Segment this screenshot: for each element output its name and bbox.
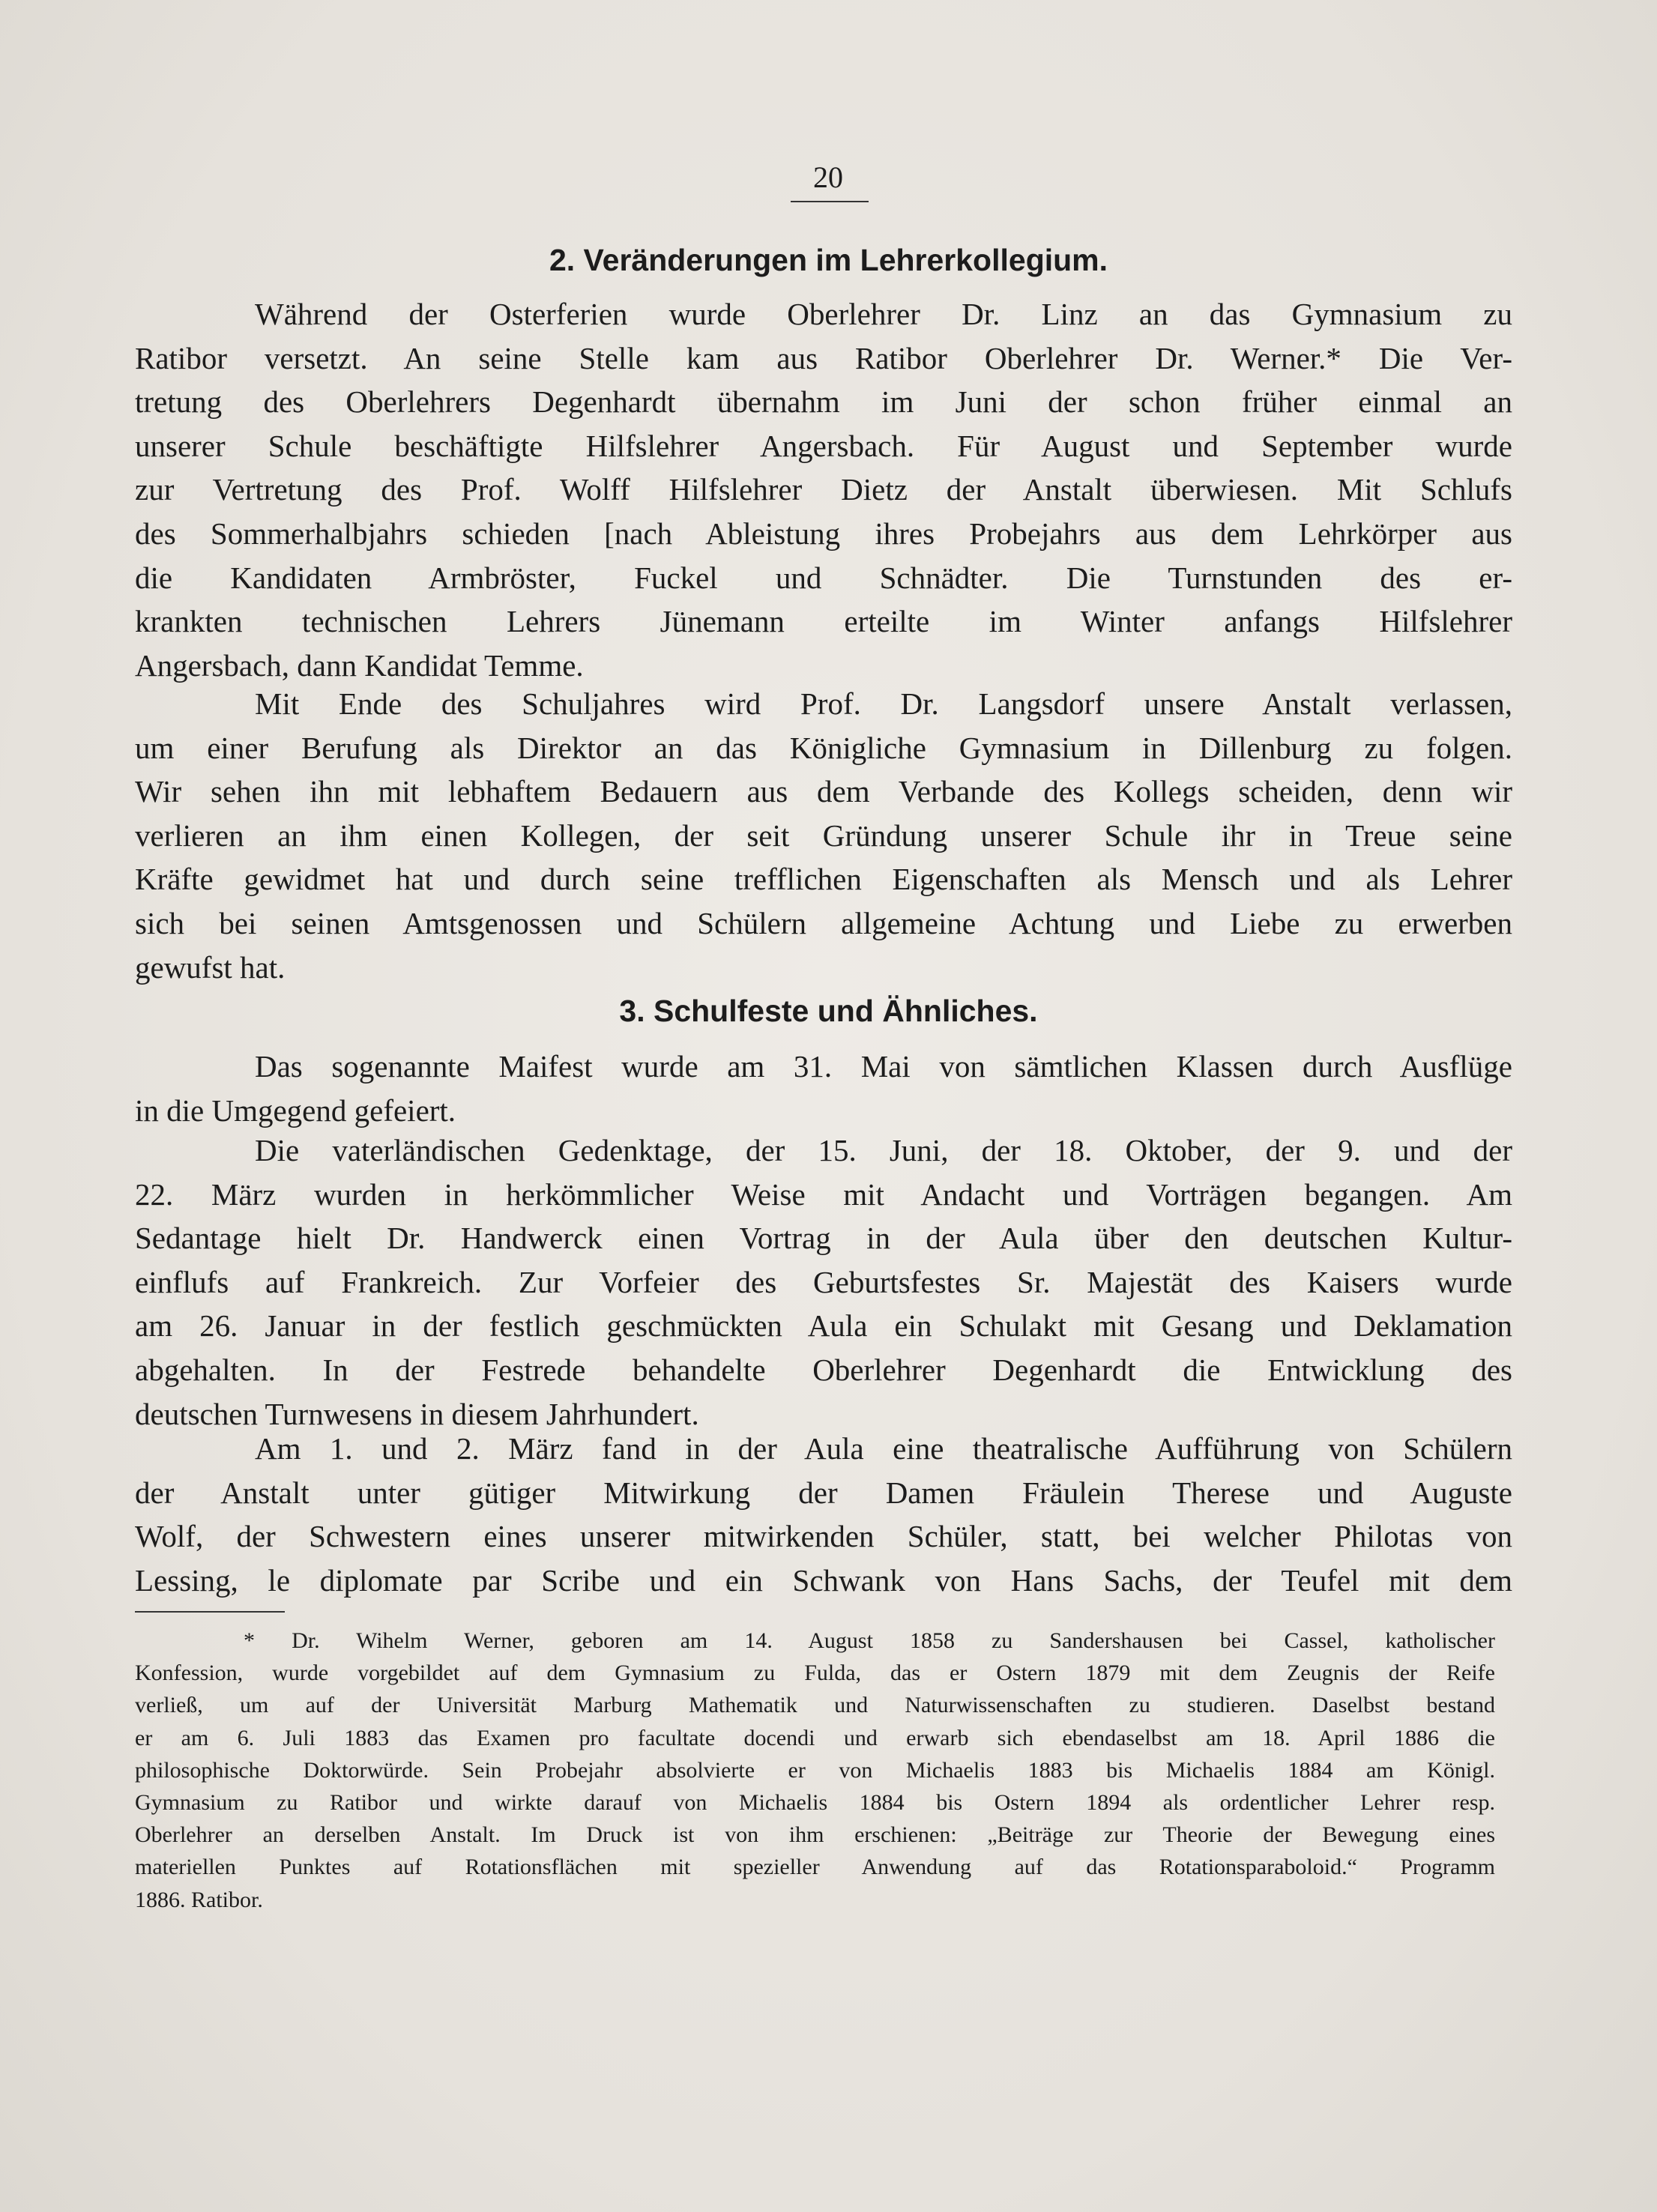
text-line: Wir sehen ihn mit lebhaftem Bedauern aus dem Verbande des Kollegs scheiden, denn wir — [135, 774, 1512, 809]
text-line: abgehalten. In der Festrede behandelte Oberlehrer Degenhardt die Entwicklung des — [135, 1352, 1512, 1387]
footnote-line: philosophische Doktorwürde. Sein Probejahr absolvierte er von Michaelis 1883 bis Michaelis 1884 am Königl. — [135, 1757, 1495, 1783]
text-line: Mit Ende des Schuljahres wird Prof. Dr. Langsdorf unsere Anstalt verlassen, — [255, 686, 1512, 721]
text-line: sich bei seinen Amtsgenossen und Schülern allgemeine Achtung und Liebe zu erwerben — [135, 905, 1512, 940]
paragraph — [135, 292, 1512, 687]
footnote-line: 1886. Ratibor. — [135, 1887, 263, 1912]
footnote-line: Gymnasium zu Ratibor und wirkte darauf von Michaelis 1884 bis Ostern 1894 als ordentlicher Lehrer resp. — [135, 1789, 1495, 1815]
footnote-line: verließ, um auf der Universität Marburg Mathematik und Naturwissenschaften zu studieren. Daselbst bestand — [135, 1693, 1495, 1718]
text-line: unserer Schule beschäftigte Hilfslehrer Angersbach. Für August und September wurde — [135, 428, 1512, 463]
text-line: verlieren an ihm einen Kollegen, der seit Gründung unserer Schule ihr in Treue seine — [135, 818, 1512, 853]
text-line: Ratibor versetzt. An seine Stelle kam aus Ratibor Oberlehrer Dr. Werner.* Die Ver- — [135, 340, 1512, 375]
page-number: 20 — [813, 160, 843, 194]
text-line: Angersbach, dann Kandidat Temme. — [135, 647, 584, 683]
footnote-line: materiellen Punktes auf Rotationsflächen mit spezieller Anwendung auf das Rotationsparaboloid.“ Programm — [135, 1855, 1495, 1880]
footnote-line: * Dr. Wihelm Werner, geboren am 14. August 1858 zu Sandershausen bei Cassel, katholischer — [244, 1628, 1495, 1653]
text-line: Am 1. und 2. März fand in der Aula eine theatralische Aufführung von Schülern — [255, 1431, 1512, 1466]
text-line: einflufs auf Frankreich. Zur Vorfeier des Geburtsfestes Sr. Majestät des Kaisers wurde — [135, 1264, 1512, 1299]
text-line: Während der Osterferien wurde Oberlehrer Dr. Linz an das Gymnasium zu — [255, 297, 1512, 331]
text-line: Wolf, der Schwestern eines unserer mitwirkenden Schüler, statt, bei welcher Philotas von — [135, 1519, 1512, 1554]
page-number-rule — [791, 201, 869, 202]
text-line: 22. März wurden in herkömmlicher Weise mit Andacht und Vorträgen begangen. Am — [135, 1176, 1512, 1212]
text-line: Sedantage hielt Dr. Handwerck einen Vortrag in der Aula über den deutschen Kultur- — [135, 1221, 1512, 1256]
text-line: gewufst hat. — [135, 949, 286, 985]
text-line: Die vaterländischen Gedenktage, der 15. Juni, der 18. Oktober, der 9. und der — [255, 1133, 1512, 1167]
text-line: Kräfte gewidmet hat und durch seine trefflichen Eigenschaften als Mensch und als Lehrer — [135, 862, 1512, 897]
text-line: der Anstalt unter gütiger Mitwirkung der Damen Fräulein Therese und Auguste — [135, 1475, 1512, 1510]
text-line: um einer Berufung als Direktor an das Königliche Gymnasium in Dillenburg zu folgen. — [135, 730, 1512, 765]
paragraph — [135, 1128, 1512, 1436]
text-line: in die Umgegend gefeiert. — [135, 1093, 456, 1128]
text-line: deutschen Turnwesens in diesem Jahrhundert. — [135, 1396, 699, 1431]
paragraph — [135, 682, 1512, 989]
footnote-line: Oberlehrer an derselben Anstalt. Im Druck ist von ihm erschienen: „Beiträge zur Theorie der Bewegung eines — [135, 1822, 1495, 1848]
text-line: die Kandidaten Armbröster, Fuckel und Schnädter. Die Turnstunden des er- — [135, 560, 1512, 595]
paragraph — [135, 1427, 1512, 1602]
text-line: am 26. Januar in der festlich geschmückten Aula ein Schulakt mit Gesang und Deklamation — [135, 1308, 1512, 1344]
text-line: tretung des Oberlehrers Degenhardt übernahm im Juni der schon früher einmal an — [135, 384, 1512, 420]
footnote-line: Konfession, wurde vorgebildet auf dem Gymnasium zu Fulda, das er Ostern 1879 mit dem Zeugnis der Reife — [135, 1660, 1495, 1686]
text-line: Das sogenannte Maifest wurde am 31. Mai von sämtlichen Klassen durch Ausflüge — [255, 1049, 1512, 1084]
footnote-rule — [135, 1611, 285, 1613]
text-line: zur Vertretung des Prof. Wolff Hilfslehrer Dietz der Anstalt überwiesen. Mit Schlufs — [135, 472, 1512, 507]
footnote — [135, 1625, 1495, 1916]
text-line: Lessing, le diplomate par Scribe und ein Schwank von Hans Sachs, der Teufel mit dem — [135, 1562, 1512, 1598]
text-line: krankten technischen Lehrers Jünemann erteilte im Winter anfangs Hilfslehrer — [135, 604, 1512, 639]
footnote-line: er am 6. Juli 1883 das Examen pro facultate docendi und erwarb sich ebendaselbst am 18. April 1886 die — [135, 1725, 1495, 1750]
text-line: des Sommerhalbjahrs schieden [nach Ableistung ihres Probejahrs aus dem Lehrkörper aus — [135, 516, 1512, 551]
paragraph — [135, 1045, 1512, 1132]
section-heading-lehrerkollegium: 2. Veränderungen im Lehrerkollegium. — [549, 243, 1108, 277]
section-heading-schulfeste: 3. Schulfeste und Ähnliches. — [619, 994, 1038, 1028]
